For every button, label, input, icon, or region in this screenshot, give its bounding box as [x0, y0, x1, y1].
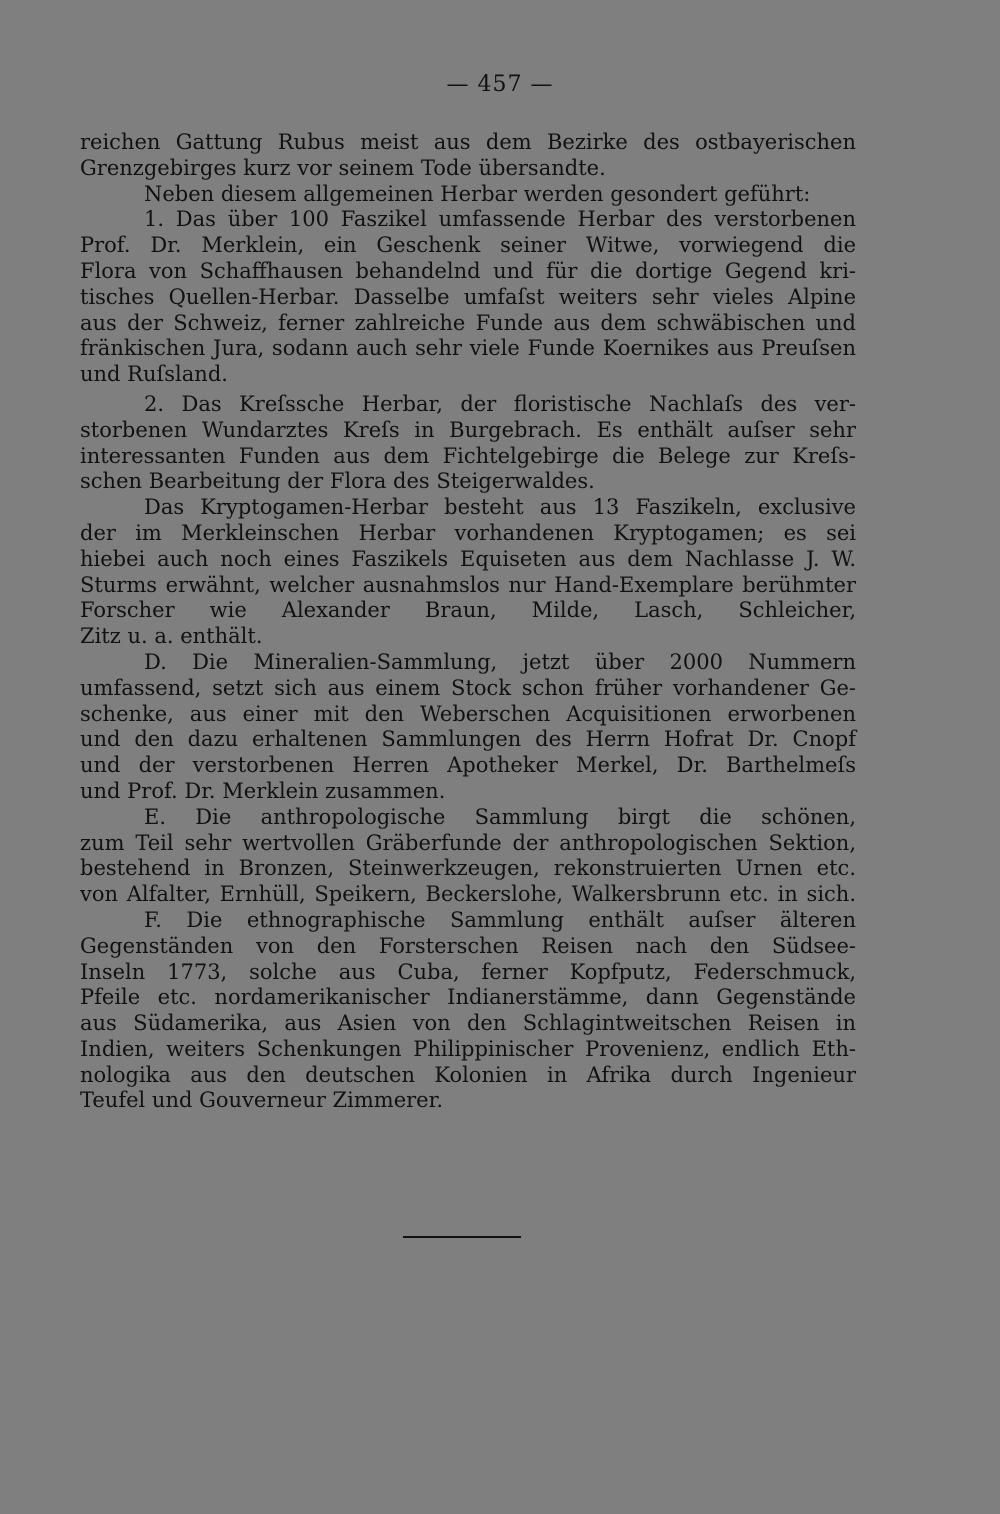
text-line: interessanten Funden aus dem Fichtelgebirge die Belege zur Kreſs- — [80, 443, 856, 468]
text-line: und Prof. Dr. Merklein zusammen. — [80, 778, 446, 803]
text-line: und Ruſsland. — [80, 362, 228, 387]
text-line: der im Merkleinschen Herbar vorhandenen Kryptogamen; es sei — [80, 520, 856, 545]
text-line: und der verstorbenen Herren Apotheker Merkel, Dr. Barthelmeſs — [80, 753, 856, 778]
text-line: Neben diesem allgemeinen Herbar werden gesondert geführt: — [144, 181, 811, 206]
text-line: 1. Das über 100 Faszikel umfassende Herbar des verstorbenen — [144, 207, 856, 232]
text-line: Grenzgebirges kurz vor seinem Tode übersandte. — [80, 155, 606, 180]
text-line: bestehend in Bronzen, Steinwerkzeugen, rekonstruierten Urnen etc. — [80, 856, 856, 881]
text-line: Das Kryptogamen-Herbar besteht aus 13 Faszikeln, exclusive — [144, 495, 856, 520]
text-line: nologika aus den deutschen Kolonien in Afrika durch Ingenieur — [80, 1062, 856, 1087]
text-line: F. Die ethnographische Sammlung enthält auſser älteren — [144, 907, 856, 932]
text-line: 2. Das Kreſssche Herbar, der floristische Nachlaſs des ver- — [144, 391, 856, 416]
text-line: Gegenständen von den Forsterschen Reisen nach den Südsee- — [80, 933, 856, 958]
text-line: Forscher wie Alexander Braun, Milde, Lasch, Schleicher, — [80, 598, 856, 623]
text-line: zum Teil sehr wertvollen Gräberfunde der anthropologischen Sektion, — [80, 830, 856, 855]
text-line: Pfeile etc. nordamerikanischer Indianerstämme, dann Gegenstände — [80, 985, 856, 1010]
body-text — [80, 130, 856, 1114]
text-line: tisches Quellen-Herbar. Dasselbe umfaſst weiters sehr vieles Alpine — [80, 284, 856, 309]
text-line: und den dazu erhaltenen Sammlungen des Herrn Hofrat Dr. Cnopf — [80, 727, 856, 752]
text-line: E. Die anthropologische Sammlung birgt die schönen, — [144, 804, 856, 829]
text-line: reichen Gattung Rubus meist aus dem Bezirke des ostbayerischen — [80, 130, 856, 154]
text-line: Teufel und Gouverneur Zimmerer. — [80, 1088, 443, 1113]
text-line: Flora von Schaffhausen behandelnd und für die dortige Gegend kri- — [80, 258, 856, 283]
text-line: schen Bearbeitung der Flora des Steigerwaldes. — [80, 469, 595, 494]
text-line: aus der Schweiz, ferner zahlreiche Funde aus dem schwäbischen und — [80, 310, 856, 335]
text-line: Prof. Dr. Merklein, ein Geschenk seiner Witwe, vorwiegend die — [80, 233, 856, 258]
page-number: — 457 — — [446, 72, 554, 97]
footer-rule — [403, 1236, 521, 1238]
text-line: D. Die Mineralien-Sammlung, jetzt über 2000 Nummern — [144, 649, 856, 674]
text-line: Inseln 1773, solche aus Cuba, ferner Kopfputz, Federschmuck, — [80, 959, 856, 984]
text-line: aus Südamerika, aus Asien von den Schlagintweitschen Reisen in — [80, 1011, 856, 1036]
text-line: Indien, weiters Schenkungen Philippinischer Provenienz, endlich Eth- — [80, 1036, 856, 1061]
text-line: Sturms erwähnt, welcher ausnahmslos nur Hand-Exemplare berühmter — [80, 572, 856, 597]
text-line: Zitz u. a. enthält. — [80, 624, 263, 649]
text-line: von Alfalter, Ernhüll, Speikern, Beckerslohe, Walkersbrunn etc. in sich. — [80, 882, 856, 907]
text-line: storbenen Wundarztes Kreſs in Burgebrach. Es enthält auſser sehr — [80, 417, 856, 442]
text-line: fränkischen Jura, sodann auch sehr viele Funde Koernikes aus Preuſsen — [80, 336, 856, 361]
text-line: umfassend, setzt sich aus einem Stock schon früher vorhandener Ge- — [80, 675, 856, 700]
text-line: hiebei auch noch eines Faszikels Equiseten aus dem Nachlasse J. W. — [80, 546, 856, 571]
text-line: schenke, aus einer mit den Weberschen Acquisitionen erworbenen — [80, 701, 856, 726]
